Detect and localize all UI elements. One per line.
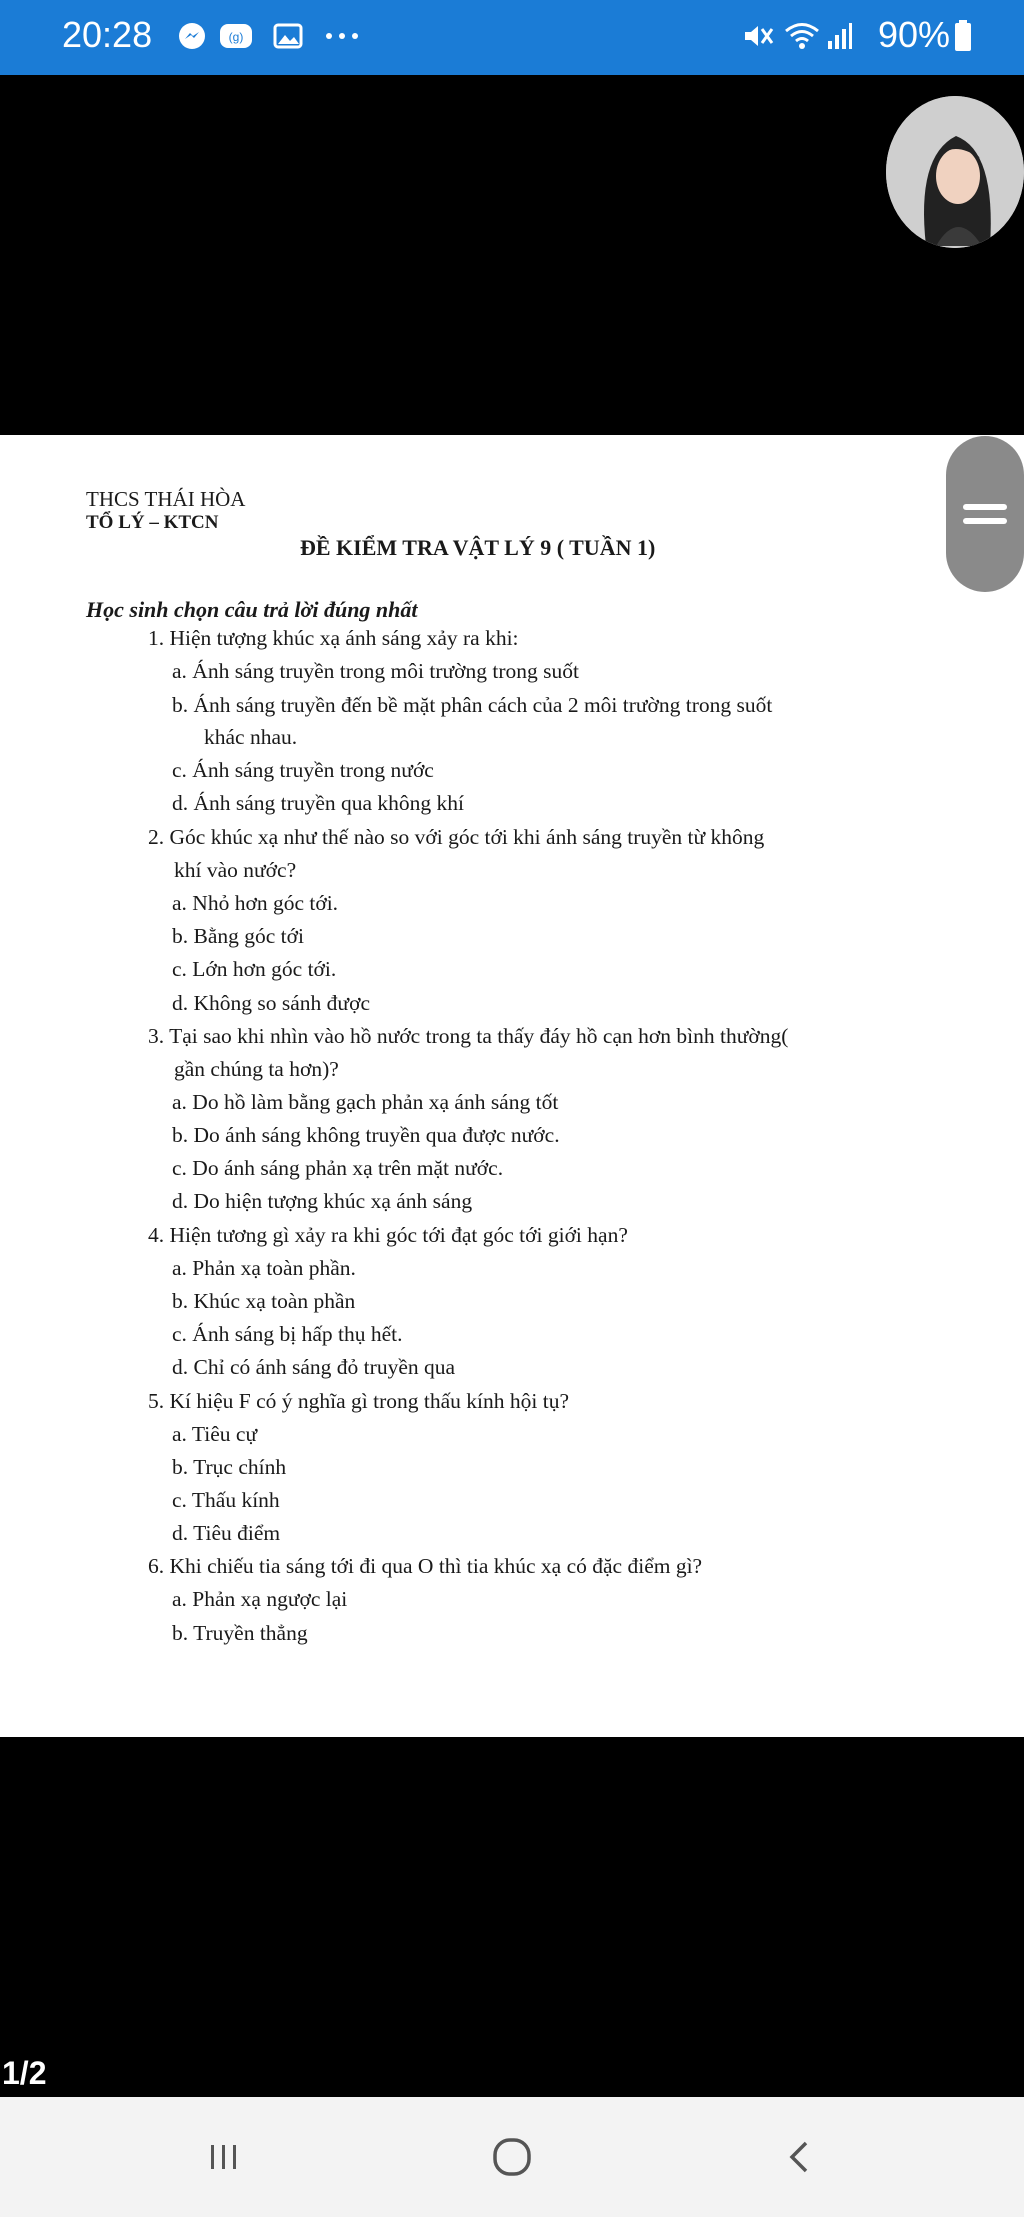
answer-line: b. Truyền thẳng: [172, 1621, 308, 1645]
answer-line: a. Do hồ làm bằng gạch phản xạ ánh sáng tốt: [172, 1090, 559, 1114]
answer-line: d. Tiêu điểm: [172, 1521, 281, 1545]
battery-icon: [952, 18, 974, 54]
gallery-icon: [270, 18, 306, 54]
answer-line: b. Do ánh sáng không truyền qua được nước.: [172, 1123, 560, 1147]
notification-badge-icon: [216, 18, 256, 54]
answer-line: c. Ánh sáng truyền trong nước: [172, 758, 434, 782]
answer-line: d. Không so sánh được: [172, 991, 370, 1015]
document-page: [0, 435, 1024, 1737]
page-title: ĐỀ KIỂM TRA VẬT LÝ 9 ( TUẦN 1): [300, 535, 656, 560]
question-line: 2. Góc khúc xạ như thế nào so với góc tới khi ánh sáng truyền từ không: [148, 825, 765, 849]
answer-line: a. Phản xạ ngược lại: [172, 1587, 348, 1611]
answer-line: d. Do hiện tượng khúc xạ ánh sáng: [172, 1189, 473, 1213]
answer-line: b. Trục chính: [172, 1455, 287, 1479]
answer-line: b. Bằng góc tới: [172, 924, 304, 948]
home-button[interactable]: [472, 2125, 552, 2189]
answer-line: b. Ánh sáng truyền đến bề mặt phân cách của 2 môi trường trong suốt: [172, 693, 773, 717]
answer-line: d. Chỉ có ánh sáng đỏ truyền qua: [172, 1355, 456, 1379]
question-line: 6. Khi chiếu tia sáng tới đi qua O thì tia khúc xạ có đặc điểm gì?: [148, 1554, 703, 1578]
school-name: THCS THÁI HÒA: [86, 487, 246, 511]
answer-line: a. Ánh sáng truyền trong môi trường trong suốt: [172, 659, 579, 683]
status-time: 20:28: [62, 14, 153, 55]
status-bar: [0, 0, 1024, 75]
back-button[interactable]: [760, 2125, 840, 2189]
scroll-handle[interactable]: [946, 436, 1024, 592]
battery-percent: 90%: [877, 14, 950, 55]
svg-text:(g): (g): [228, 30, 244, 44]
navigation-bar: [0, 2097, 1024, 2217]
question-line: 1. Hiện tượng khúc xạ ánh sáng xảy ra khi:: [148, 626, 519, 650]
answer-line: c. Lớn hơn góc tới.: [172, 957, 337, 981]
more-icon: [322, 18, 362, 54]
department-name: TỔ LÝ – KTCN: [86, 512, 219, 533]
instruction: Học sinh chọn câu trả lời đúng nhất: [86, 597, 418, 622]
question-line: khí vào nước?: [174, 858, 297, 882]
question-line: gần chúng ta hơn)?: [174, 1057, 339, 1081]
recent-apps-button[interactable]: [184, 2125, 264, 2189]
wifi-icon: [782, 18, 822, 54]
answer-line: b. Khúc xạ toàn phần: [172, 1289, 356, 1313]
question-line: 5. Kí hiệu F có ý nghĩa gì trong thấu kính hội tụ?: [148, 1389, 569, 1413]
signal-icon: [822, 18, 856, 54]
answer-line: c. Thấu kính: [172, 1488, 280, 1512]
home-icon: [487, 2132, 537, 2182]
answer-line: khác nhau.: [204, 725, 298, 749]
scroll-handle-grip: [963, 504, 1007, 510]
scroll-handle-grip: [963, 518, 1007, 524]
recent-apps-icon: [204, 2137, 244, 2177]
question-line: 3. Tại sao khi nhìn vào hồ nước trong ta thấy đáy hồ cạn hơn bình thường(: [148, 1024, 789, 1048]
video-area-top: [0, 75, 1024, 435]
video-area-bottom: [0, 1737, 1024, 2097]
answer-line: a. Phản xạ toàn phần.: [172, 1256, 356, 1280]
messenger-icon: [174, 18, 210, 54]
answer-line: a. Nhỏ hơn góc tới.: [172, 891, 339, 915]
answer-line: c. Do ánh sáng phản xạ trên mặt nước.: [172, 1156, 504, 1180]
page-indicator: 1/2: [2, 2055, 47, 2091]
question-line: 4. Hiện tương gì xảy ra khi góc tới đạt góc tới giới hạn?: [148, 1223, 628, 1247]
mute-icon: [738, 18, 778, 54]
answer-line: a. Tiêu cự: [172, 1422, 258, 1446]
document-content: [0, 435, 1024, 1737]
back-icon: [780, 2137, 820, 2177]
answer-line: c. Ánh sáng bị hấp thụ hết.: [172, 1322, 403, 1346]
answer-line: d. Ánh sáng truyền qua không khí: [172, 791, 465, 815]
avatar[interactable]: [886, 96, 1024, 248]
